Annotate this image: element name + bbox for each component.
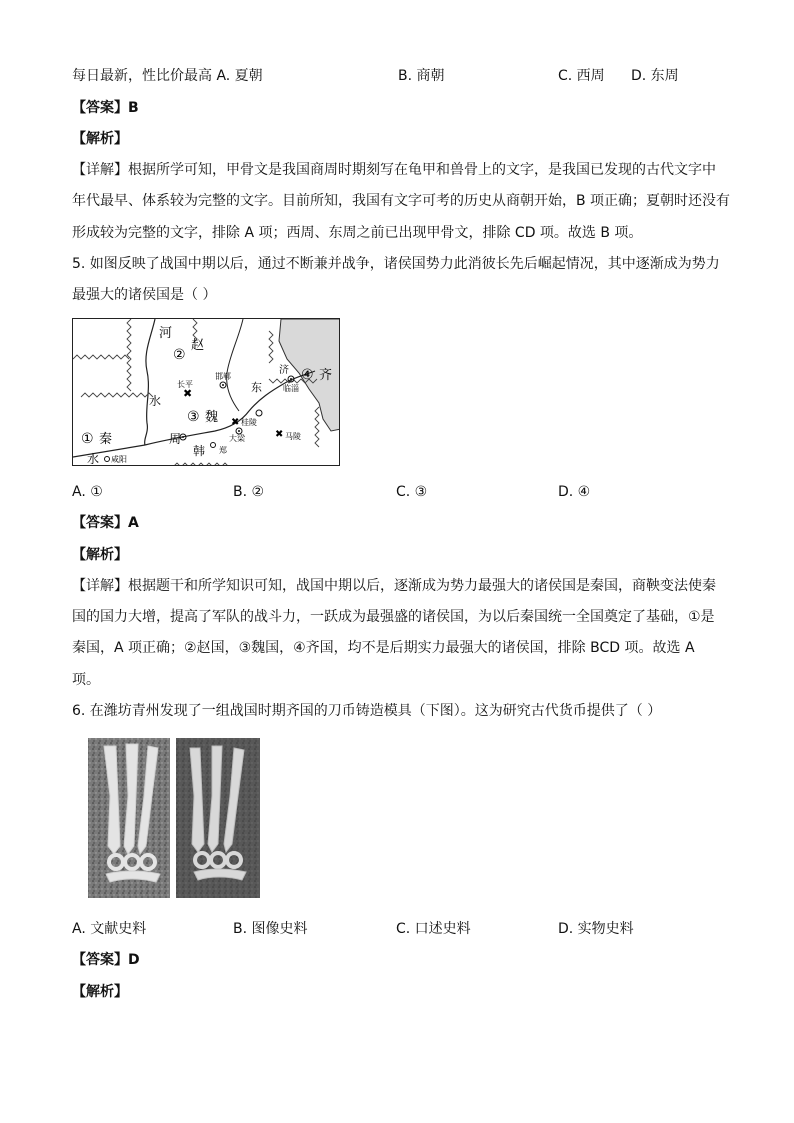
map-label: 赵 <box>191 338 205 353</box>
q4-option-c: C. 西周 <box>558 68 605 84</box>
map-label: 济 <box>279 365 289 376</box>
warring-states-map <box>72 318 340 466</box>
map-label: 郑 <box>219 446 227 455</box>
map-label: 大梁 <box>229 434 245 443</box>
q5-option-a: A. ① <box>72 484 103 500</box>
q5-analysis-label: 【解析】 <box>72 547 128 563</box>
map-label: 周 <box>169 432 182 446</box>
map-label: 水 <box>149 394 162 408</box>
map-label: 东 <box>251 381 262 394</box>
map-label: ① <box>81 431 94 447</box>
map-label: 桂陵 <box>241 418 257 427</box>
guiling-area-marker <box>256 410 262 416</box>
map-label: 水 <box>87 452 100 466</box>
q5-detail-line: 国的国力大增，提高了军队的战斗力，一跃成为最强盛的诸侯国，为以后秦国统一全国奠定了基础，①是 <box>72 609 715 625</box>
q5-stem-line: 5. 如图反映了战国中期以后，通过不断兼并战争，诸侯国势力此消彼长先后崛起情况，其中逐渐成为势力 <box>72 256 720 272</box>
q5-option-d: D. ④ <box>558 484 591 500</box>
q5-answer: 【答案】A <box>72 515 139 531</box>
q5-option-b: B. ② <box>233 484 265 500</box>
map-label: ② <box>173 347 186 363</box>
q4-answer: 【答案】B <box>72 100 139 116</box>
battle-cross-icon: ✖ <box>231 417 240 428</box>
map-label: 马陵 <box>285 432 301 441</box>
map-label: 长平 <box>177 380 193 389</box>
xianyang-marker <box>105 457 110 462</box>
q4-detail-line: 年代最早、体系较为完整的文字。目前所知，我国有文字可考的历史从商朝开始，B 项正确；夏朝时还没有 <box>72 193 731 209</box>
zhao-qi-border <box>193 319 273 363</box>
q6-option-d: D. 实物史料 <box>558 921 634 937</box>
map-label: 韩 <box>193 444 206 458</box>
map-label: 河 <box>159 326 173 341</box>
q4-detail-line: 【详解】根据所学可知，甲骨文是我国商周时期刻写在龟甲和兽骨上的文字，是我国已发现的古代文字中 <box>72 162 716 178</box>
map-label: 齐 <box>319 368 333 383</box>
q6-option-c: C. 口述史料 <box>396 921 471 937</box>
q5-detail-line: 秦国，A 项正确；②赵国，③魏国，④齐国，均不是后期实力最强大的诸侯国，排除 BCD 项。故选 A <box>72 640 695 656</box>
q6-option-b: B. 图像史料 <box>233 921 308 937</box>
q5-detail-line: 项。 <box>72 672 100 688</box>
zheng-marker <box>211 443 216 448</box>
battle-cross-icon: ✖ <box>275 429 284 440</box>
map-label: 邯郸 <box>215 372 231 381</box>
yellow-river-line <box>145 319 155 445</box>
q5-stem-line: 最强大的诸侯国是（ ） <box>72 287 217 303</box>
battle-cross-icon: ✖ <box>183 387 193 400</box>
q6-option-a: A. 文献史料 <box>72 921 147 937</box>
q4-detail-line: 形成较为完整的文字，排除 A 项；西周、东周之前已出现甲骨文，排除 CD 项。故选 B 项。 <box>72 225 643 241</box>
q4-analysis-label: 【解析】 <box>72 131 128 147</box>
q4-option-b: B. 商朝 <box>398 68 445 84</box>
knife-coin-mold-photo <box>86 736 262 900</box>
map-drawing <box>73 319 340 466</box>
map-label: 秦 <box>99 432 113 447</box>
q6-stem: 6. 在潍坊青州发现了一组战国时期齐国的刀币铸造模具（下图）。这为研究古代货币提供了（ ） <box>72 703 662 719</box>
mold-image <box>86 736 262 900</box>
map-label: 魏 <box>205 410 219 425</box>
q6-answer: 【答案】D <box>72 952 140 968</box>
map-label: ④ <box>301 367 314 383</box>
map-label: 临淄 <box>283 384 299 393</box>
q4-option-d: D. 东周 <box>631 68 679 84</box>
q4-option-a: 每日最新，性比价最高 A. 夏朝 <box>72 68 263 84</box>
river-branch-line <box>227 319 243 411</box>
han-border <box>173 463 229 466</box>
map-label: 咸阳 <box>111 455 127 464</box>
map-label: ③ <box>187 409 200 425</box>
q5-detail-line: 【详解】根据题干和所学知识可知，战国中期以后，逐渐成为势力最强大的诸侯国是秦国，商鞅变法使秦 <box>72 578 716 594</box>
q5-option-c: C. ③ <box>396 484 428 500</box>
qin-zhao-border <box>81 319 153 397</box>
northern-border <box>73 355 129 359</box>
q6-analysis-label: 【解析】 <box>72 984 128 1000</box>
